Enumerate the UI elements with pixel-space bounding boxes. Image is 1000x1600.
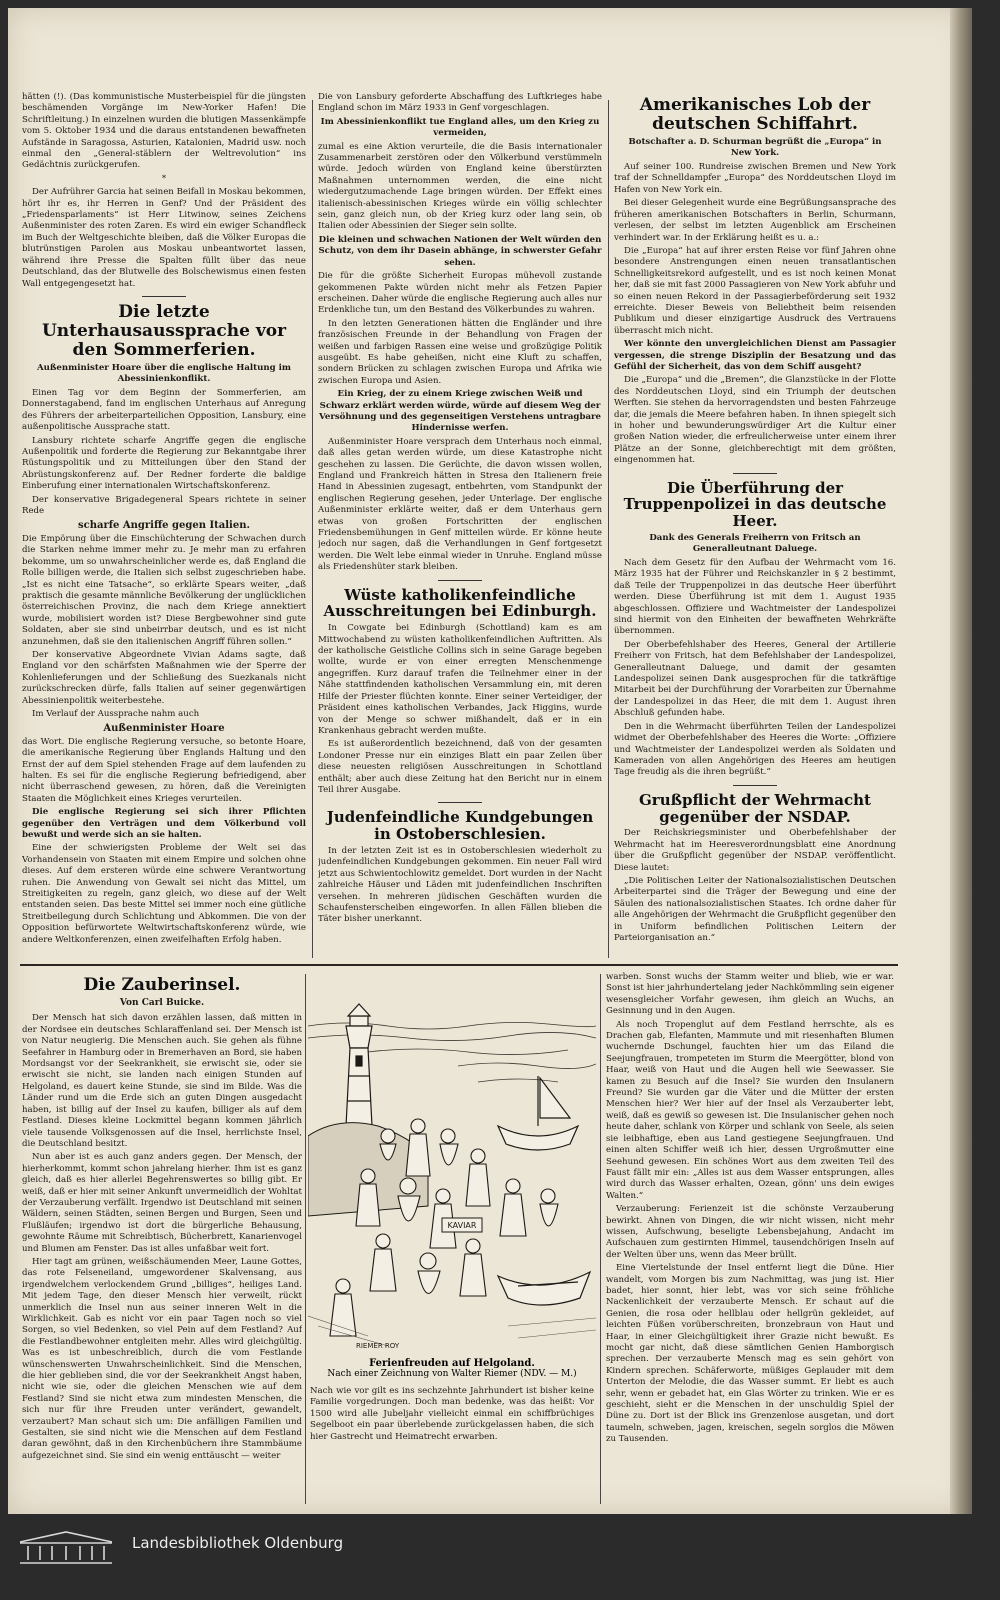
paragraph: „Die Politischen Leiter der Nationalsozialistischen Deutschen Arbeiterpartei sind die Träger der Bewegung und eine der Säulen des nationalsozialistischen Staates. Ich ordne daher für alle Angehörigen der Wehrmacht die Grußpflicht gegenüber den in Uniform befindlichen Politischen Leitern der Parteiorganisation an.“ [614,875,896,943]
subtitle-schiffahrt: Botschafter a. D. Schurman begrüßt die „Europa“ in New York. [628,137,882,158]
headline-unterhaus: Die letzte Unterhausaussprache vor den Sommerferien. [41,301,287,360]
building-icon [16,1530,116,1566]
separator [142,296,186,297]
caption-credit: Nach einer Zeichnung von Walter Riemer (NDV. — M.) [327,1369,577,1379]
byline: Von Carl Buicke. [119,998,205,1009]
paragraph: Eine Viertelstunde der Insel entfernt liegt die Düne. Hier wandelt, vom Morgen bis zum Nachmittag, was jung ist. Hier badet, hier sonnt, hier lebt, was vor sich seine fröhliche Nackenlichkeit der verzauberte Mensch. Er schaut auf die Genien, die rosa oder hellblau oder hellgrün gekleidet, auf leichten Füßen vorüberschreiten, bronzebraun von Haut und Haar, in einer Gleichgültigkeit ihrer Grazie nicht bewußt. Es mocht gar nicht, daß diese sämtlichen Genien Hamborgisch sprechen. Der verzauberte Mensch mag es sein gehört von Kindern sprechen. Schäferworte, müßiges Geplauder mit dem Unterton der Melodie, die das Wasser summt. Er liebt es auch sehr, wenn er gebadet hat, ein Glas Wörter zu trinken. Wie er es geschieht, sieht er die Menschen in der unschuldig Spiel der Düne zu. Dort ist der Blick ins Grenzenlose ausgetan, und dort taumeln, schweben, jagen, kreischen, segeln sorglos die Möwen zu Tausenden. [606,1263,894,1445]
paragraph: Nach dem Gesetz für den Aufbau der Wehrmacht vom 16. März 1935 hat der Führer und Reichskanzler in § 2 bestimmt, daß Teile der Truppenpolizei in das deutsche Heer überführt werden. Diese Überführung ist mit dem 1. August 1935 abgeschlossen. Offiziere und Wachtmeister der Landespolizei sind hiermit von den Einheiten der bewaffneten Wehrkräfte übernommen. [614,558,896,637]
paragraph: Eine der schwierigsten Probleme der Welt sei das Vorhandensein von Staaten mit einem Empire und solchen ohne dieses. Auf dem ersteren würde eine schwere Verantwortung ruhen. Die Anwendung von Gewalt sei nicht das Mittel, um Streitigkeiten zu regeln, ganz gleich, wo diese auf der Welt entstanden seien. Das beste Mittel sei immer noch eine gütliche Streitbeilegung durch Schlichtung und Abkommen. Die von der Opposition befürwortete Weltwirtschaftskonferenz würde, wie andere Weltkonferenzen, einen zweifelhaften Erfolg haben. [22,843,306,945]
paragraph: In den letzten Generationen hätten die Engländer und ihre französischen Freunde in der Behandlung von Fragen der weißen und farbigen Rassen eine weise und großzügige Politik ausgeübt. Es habe geheißen, nicht eine Kluft zu schaffen, sondern Brücken zu schlagen zwischen Europa und Afrika wie zwischen Europa und Asien. [318,318,602,386]
column-2-bottom-text [310,1386,594,1504]
inline-heading: Außenminister Hoare [103,723,225,735]
paragraph: Im Verlauf der Aussprache nahm auch [32,708,200,719]
column-3-bottom [606,972,894,1504]
paragraph: Der Aufrührer Garcia hat seinen Beifall in Moskau bekommen, hört ihr es, ihr Herren in Genf? Und der Präsident des „Friedensparlaments“ ist Herr Litwinow, seines Zeichens Außenminister des roten Zaren. Es wird ein ewiger Schandfleck im Buch der Weltgeschichte bleiben, daß die Völker Europas die blutrünstigen Parolen aus Moskau unbeantwortet lassen, während ihre Presse die Spalten füllt über das neue Deutschland, das der Blutwelle des Bolschewismus einen festen Wall entgegengesetzt hat. [22,187,306,289]
subtitle-unterhaus: Außenminister Hoare über die englische Haltung im Abessinienkonflikt. [36,363,292,384]
column-2-top [318,92,602,958]
paragraph: zumal es eine Aktion verurteile, die die Basis internationaler Zusammenarbeit zerstören oder den Völkerbund verstümmeln würde. Jedoch würden von England keine überstürzten Maßnahmen unternommen werden, die eine nicht wiedergutzumachende Lage bringen würden. Der Effekt eines italienisch-abessinischen Krieges würde ein völlig schlechter sein, ganz gleich nun, ob der Krieg kurz oder lang sein, ob Italien oder Abessinien der Sieger sein sollte. [318,141,602,232]
column-1-top [22,92,306,958]
caption-title: Ferienfreuden auf Helgoland. [369,1358,535,1369]
kaviar-sign: KAVIAR [447,1221,477,1230]
paragraph: Verzauberung: Ferienzeit ist die schönste Verzauberung bewirkt. Ahnen von Dingen, die wir nicht wissen, nicht mehr wissen, Aufschwung, beseligte Lebensbejahung, Andacht im Aufschauen zum gestirnten Himmel, tausendchörigen Inseln auf der Welten über uns, wenn das Meer brüllt. [606,1204,894,1260]
inline-heading: scharfe Angriffe gegen Italien. [78,520,250,532]
paragraph-bold: Die englische Regierung sei sich ihrer Pflichten gegenüber den Verträgen und dem Völkerbund voll bewußt und werde sich an sie halten. [22,807,306,841]
headline-edinburgh: Wüste katholikenfeindliche Ausschreitungen bei Edinburgh. [323,585,597,621]
headline-zauberinsel: Die Zauberinsel. [83,975,241,995]
paragraph: Als noch Tropenglut auf dem Festland herrschte, als es Drachen gab, Elefanten, Mammute und mit riesenhaften Blumen wuchernde Dschungel, fauchten hier um das Eiland die Seejungfrauen, trompeteten im Sturm die Meergötter, blond von Haar, weiß von Haut und die Augen hell wie Seewasser. Sie kamen zu Besuch auf die Insel? Sie wurden den Insulanern Freund? Sie wurden gar die Väter und die Mütter der ersten Menschen hier? Wer hier auf der Insel als Verzauberter lebt, weiß, daß es gewiß so gewesen ist. Die Insulanischer gehen noch heute daher, schlank von Körper und schlank von Seele, als seien sie leibhaftige, eben aus Land gestiegene Seejungfrauen. Und einen alten Schiffer weiß ich hier, dessen Urgroßmutter eine Seehund gewesen. Ein schönes Wort aus dem zweiten Teil des Faust fällt mir ein: „Alles ist aus dem Wasser entsprungen, alles wird durch das Wasser erhalten, Ozean, gönn' uns dein ewiges Walten.“ [606,1019,894,1201]
paragraph: Lansbury richtete scharfe Angriffe gegen die englische Außenpolitik und forderte die Regierung zur Bekanntgabe ihrer Rüstungspolitik und zu Mitteilungen über den Stand der Abrüstungskonferenz auf. Der Redner forderte die baldige Einberufung einer internationalen Wirtschaftskonferenz. [22,435,306,492]
paragraph: Bei dieser Gelegenheit wurde eine Begrüßungsansprache des früheren amerikanischen Botschafters in Berlin, Schurmann, verlesen, der selbst im letzten Augenblick am Erscheinen verhindert war. In der Erklärung heißt es u. a.: [614,198,896,243]
paragraph: Die „Europa“ und die „Bremen“, die Glanzstücke in der Flotte des Norddeutschen Lloyd, sind ein Triumph der deutschen Werften. Sie stehen da hervorragendsten und besten Fahrzeuge dar, die jemals die Meere befahren haben. In ihnen spiegelt sich in hoher und bewunderungswürdiger Art die Kultur einer großen Nation wieder, die erfreulicherweise unter einem ihrer Plätze an der Sonne, gleichberechtigt mit dem größten, eingenommen hat. [614,375,896,466]
paragraph: Außenminister Hoare versprach dem Unterhaus noch einmal, daß alles getan werden würde, um diese Katastrophe nicht geschehen zu lassen. Die Gerüchte, die davon wissen wollen, England und Frankreich hätten in Stresa den Italienern freie Hand in Abessinien zugesagt, entbehrten, vom Standpunkt der englischen Regierung gesehen, jeder Unterlage. Der englische Außenminister erklärte weiter, daß er dem Unterhaus gern etwas von großen Fortschritten der englischen Friedensbemühungen in Genf mitteilen würde. Er könne heute jedoch nur sagen, daß die Verhandlungen in Genf fortgesetzt werden. Die Welt lebe einmal wieder in Unruhe. England müsse als Friedenshüter stark bleiben. [318,436,602,573]
paragraph: Auf seiner 100. Rundreise zwischen Bremen und New York traf der Schnelldampfer „Europa“ des Norddeutschen Lloyd im Hafen von New York ein. [614,162,896,195]
paragraph: das Wort. Die englische Regierung versuche, so betonte Hoare, die amerikanische Regierung über Englands Haltung und den Ernst der auf dem Spiel stehenden Frage auf dem laufenden zu halten. Es sei für die englische Regierung befriedigend, aber nicht überraschend gewesen, zu hören, daß die Vereinigten Staaten die Möglichkeit eines Krieges verurteilen. [22,736,306,804]
paragraph: Der Mensch hat sich davon erzählen lassen, daß mitten in der Nordsee ein deutsches Schlaraffenland sei. Der Mensch ist von Natur neugierig. Die Menschen auch. Sie gehen als fühne Seefahrer in Hamburg oder in Bremerhaven an Bord, sie haben Mordsangst vor der Seekrankheit, sie erwischt sie, oder sie erwischt sie nicht, sie landen nach einigen Stunden auf Helgoland, es dauert keine Stunde, sie sind im Bilde. Was die Länder rund um die Erde sich an guten Dingen ausgedacht haben, ist billig auf der Insel zu kaufen, billiger als auf dem Festland. Dieses kleine Lockmittel begann kommen jährlich viele tausende Volksgenossen auf die Insel, herrlichste Insel, die Deutschland besitzt. [22,1013,302,1149]
headline-grusspflicht: Grußpflicht der Wehrmacht gegenüber der NSDAP. [639,790,871,826]
paragraph: Nach wie vor gilt es ins sechzehnte Jahrhundert ist bisher keine Familie vorgedrungen. Doch man bedenke, was das heißt: Vor 1500 wird alle Jubeljahr vielleicht einmal ein schiffbrüchiges Segelboot ein paar überlebende zurückgelassen haben, die sich hier Gastrecht und Heimatrecht erwarben. [310,1386,594,1442]
paragraph: Die von Lansbury geforderte Abschaffung des Luftkrieges habe England schon im März 1933 in Genf vorgeschlagen. [318,92,602,114]
headline-schiffahrt: Amerikanisches Lob der deutschen Schiffahrt. [639,95,871,135]
library-logo [16,1530,116,1566]
paragraph: Die für die größte Sicherheit Europas mühevoll zustande gekommenen Pakte würden nicht mehr als Fetzen Papier erscheinen. Daher würde die englische Regierung auch alles nur Erdenkliche tun, um den Bestand des Völkerbundes zu wahren. [318,271,602,316]
footer-bar [0,1514,1000,1600]
column-1-bottom [22,972,302,1504]
separator [733,785,777,786]
artist-signature: RIEMER ROY [356,1342,400,1350]
column-rule [305,974,306,1504]
paragraph-bold: Wer könnte den unvergleichlichen Dienst am Passagier vergessen, die strenge Disziplin der Besatzung und das Gefühl der Sicherheit, das von dem Schiff ausgeht? [614,339,896,372]
paragraph: In der letzten Zeit ist es in Ostoberschlesien wiederholt zu judenfeindlichen Kundgebungen gekommen. Ein neuer Fall wird jetzt aus Schwientochlowitz gemeldet. Dort wurden in der Nacht zahlreiche Häuser und Läden mit judenfeindlichen Inschriften versehen. In mehreren jüdischen Geschäften wurden die Schaufensterscheiben eingeworfen. In allen Fällen blieben die Täter bisher unerkannt. [318,845,602,925]
separator [438,580,482,581]
column-rule [608,100,609,958]
paragraph: Einen Tag vor dem Beginn der Sommerferien, am Donnerstagabend, fand im englischen Unterhaus auf Anregung des Führers der arbeiterparteilichen Opposition, Lansbury, eine außenpolitische Aussprache statt. [22,388,306,433]
paragraph: Den in die Wehrmacht überführten Teilen der Landespolizei widmet der Oberbefehlshaber des Heeres die Worte: „Offiziere und Wachtmeister der Landespolizei werden als Soldaten und Kameraden von allen Angehörigen des Heeres am heutigen Tage freudig als die ihren begrüßt.“ [614,721,896,778]
paragraph-bold: Im Abessinienkonflikt tue England alles, um den Krieg zu vermeiden, [320,116,600,139]
column-3-top [614,92,896,958]
column-rule [312,100,313,958]
paragraph-bold: Ein Krieg, der zu einem Kriege zwischen Weiß und Schwarz erklärt werden würde, würde auf diesem Weg der Versöhnung und des gegenseitigen Verstehens untragbare Hindernisse werfen. [318,389,602,434]
headline-oberschlesien: Judenfeindliche Kundgebungen in Ostoberschlesien. [326,808,594,844]
separator [733,473,777,474]
illustration-caption [308,1358,596,1380]
column-rule [600,974,601,1504]
paragraph-bold: Die kleinen und schwachen Nationen der Welt würden den Schutz, von dem ihr Dasein abhänge, in schwerster Gefahr sehen. [318,234,602,268]
subtitle-truppenpolizei: Dank des Generals Freiherrn von Fritsch an Generalleutnant Daluege. [649,533,861,554]
paragraph: Der konservative Brigadegeneral Spears richtete in seiner Rede [22,494,306,517]
paragraph: Der konservative Abgeordnete Vivian Adams sagte, daß England vor den schärfsten Maßnahmen wie der Sperre der Kohlenlieferungen und der Schließung des Suezkanals nicht zurückschrecken dürfe, falls Italien auf seiner gegenwärtigen Abessinienpolitik weiterbestehe. [22,649,306,706]
paragraph: Die Empörung über die Einschüchterung der Schwachen durch die Starken nehme immer mehr zu. Je mehr man zu erfahren bekomme, um so unwahrscheinlicher werde es, daß England die Rolle billigen werde, die Italien sich selbst zugeschrieben habe. „Ist es nicht eine Tatsache“, so erklärte Spears weiter, „daß praktisch die gesamte männliche Bevölkerung der unglücklichen österreichischen Provinz, die nach dem Kriege annektiert wurde, mobilisiert worden ist? Diese Bergbewohner sind gute Soldaten, aber sie sind unbeirrbar deutsch, und es ist nicht anzunehmen, daß sie den italienischen Angriff führen sollen.“ [22,533,306,647]
paragraph: hätten (!). (Das kommunistische Musterbeispiel für die jüngsten beschämenden Vorgänge im New-Yorker Hafen! Die Schriftleitung.) In einzelnen wurden die blutigen Massenkämpfe vom 5. Oktober 1934 und die daraus entstandenen bewaffneten Aufstände in Saragossa, Asturien, Katalonien, Madrid usw. noch einmal den „General-stäblern der Weltrevolution“ ins Gedächtnis zurückgerufen. [22,92,306,171]
paragraph: Die „Europa“ hat auf ihrer ersten Reise vor fünf Jahren ohne besondere Anstrengungen einen neuen transatlantischen Schnelligkeitsrekord aufgestellt, und es ist noch keinen Monat her, daß sie mit fast 2000 Passagieren von New York abfuhr und so einen neuen Rekord in der Passagierbeförderung seit 1932 erreichte. Dieser Beweis von Beliebtheit beim reisenden Publikum und dieser einzigartige Ausdruck des Vertrauens überrascht mich nicht. [614,245,896,336]
paragraph: Nun aber ist es auch ganz anders gegen. Der Mensch, der hierherkommt, kommt schon jahrelang hierher. Ihm ist es ganz gleich, daß es hier allerlei Begehrenswertes so billig gibt. Er weiß, daß er hier mit seiner Ankunft unvermeidlich der Wohltat der Verzauberung verfällt. Irgendwo ist Deutschland mit seinen Wäldern, seinen Städten, seinen Bergen und Burgen, Seen und Flußläufen; irgendwo ist dort die bürgerliche Behausung, gewohnte Räume mit Schreibtisch, Bücherbrett, Kanarienvogel und Blumen am Fenster. Das ist alles unfaßbar weit fort. [22,1152,302,1254]
paragraph: Der Reichskriegsminister und Oberbefehlshaber der Wehrmacht hat im Heeresverordnungsblatt eine Anordnung über die Grußpflicht gegenüber der NSDAP. veröffentlicht. Diese lautet: [614,828,896,873]
page-binding-edge [950,8,972,1514]
separator [438,802,482,803]
paragraph: In Cowgate bei Edinburgh (Schottland) kam es am Mittwochabend zu wüsten katholikenfeindlichen Auftritten. Als der katholische Geistliche Collins sich in seine Garage begeben wollte, wurde er von einer erregten Menschenmenge angegriffen. Kurz darauf trafen die Teilnehmer einer in der Nähe stattfindenden katholischen Versammlung ein, mit deren Hilfe der Priester flüchten konnte. Einer seiner Verteidiger, der Präsident eines katholischen Verbandes, Jack Higgins, wurde von der Menge so schwer mißhandelt, daß er in ein Krankenhaus gebracht werden mußte. [318,623,602,736]
section-rule [20,964,898,966]
paragraph: Es ist außerordentlich bezeichnend, daß von der gesamten Londoner Presse nur ein einziges Blatt ein paar Zeilen über diese neuesten religiösen Ausschreitungen in Schottland enthält; aber auch diese Zeitung hat den Bericht nur in einem Teil ihrer Ausgabe. [318,739,602,795]
paragraph: warben. Sonst wuchs der Stamm weiter und blieb, wie er war. Sonst ist hier jahrhundertelang jeder Nachkömmling sein eigener wesensgleicher Vorfahr gewesen, ihm gleich an Wuchs, an Gesinnung und in den Augen. [606,972,894,1017]
illustration-helgoland [308,986,596,1354]
headline-truppenpolizei: Die Überführung der Truppenpolizei in das deutsche Heer. [623,478,887,531]
paragraph: Hier tagt am grünen, weißschäumenden Meer, Laune Gottes, das rote Felseneiland, umgewordener Skalvensang, aus irgendwelchem verlockendem Grund „billiges“, heiliges Land. Mit jedem Tage, den dieser Mensch hier verweilt, rückt unmerklich die Insel nun aus seiner inneren Welt in die Wirklichkeit. Gab es nicht vor ein paar Tagen noch so viel Sorgen, so viel Bedenken, so viel Pein auf dem Festland? Auf die Festlandbewohner entgleiten mehr. Alles wird gleichgültig. Was es ist unbeschreiblich, durch die vom Festlande wünschenswerten Unwahrscheinlichkeit. Sind die Menschen, die hier geblieben sind, die vor der Seekrankheit Angst haben, nicht wie sie, oder die gleichen Menschen wie auf dem Festland? Sind sie nicht etwa zum mindesten Menschen, die sich nur für ihre Freuden unter verändert, gewandelt, verzaubert? Man schaut sich um: Die anfälligen Familien und Gestalten, sie sind nicht wie die Menschen auf dem Festland daran gewöhnt, daß in den Kirchenbüchern ihre Stammbäume aufgezeichnet sind. Sie sind ein wenig enttäuscht — weiter [22,1256,302,1461]
paragraph: Der Oberbefehlshaber des Heeres, General der Artillerie Freiherr von Fritsch, hat dem Befehlshaber der Landespolizei, Generalleutnant Daluege, und damit der gesamten Landespolizei seinen Dank ausgesprochen für die tatkräftige Mitarbeit bei der Durchführung der Vorarbeiten zur Übernahme der Landespolizei in das Heer, die mit dem 1. August ihren Abschluß gefunden habe. [614,639,896,719]
library-name: Landesbibliothek Oldenburg [132,1534,344,1552]
separator-star: * [161,173,167,184]
newspaper-page [8,8,970,1514]
beach-drawing [308,986,596,1354]
